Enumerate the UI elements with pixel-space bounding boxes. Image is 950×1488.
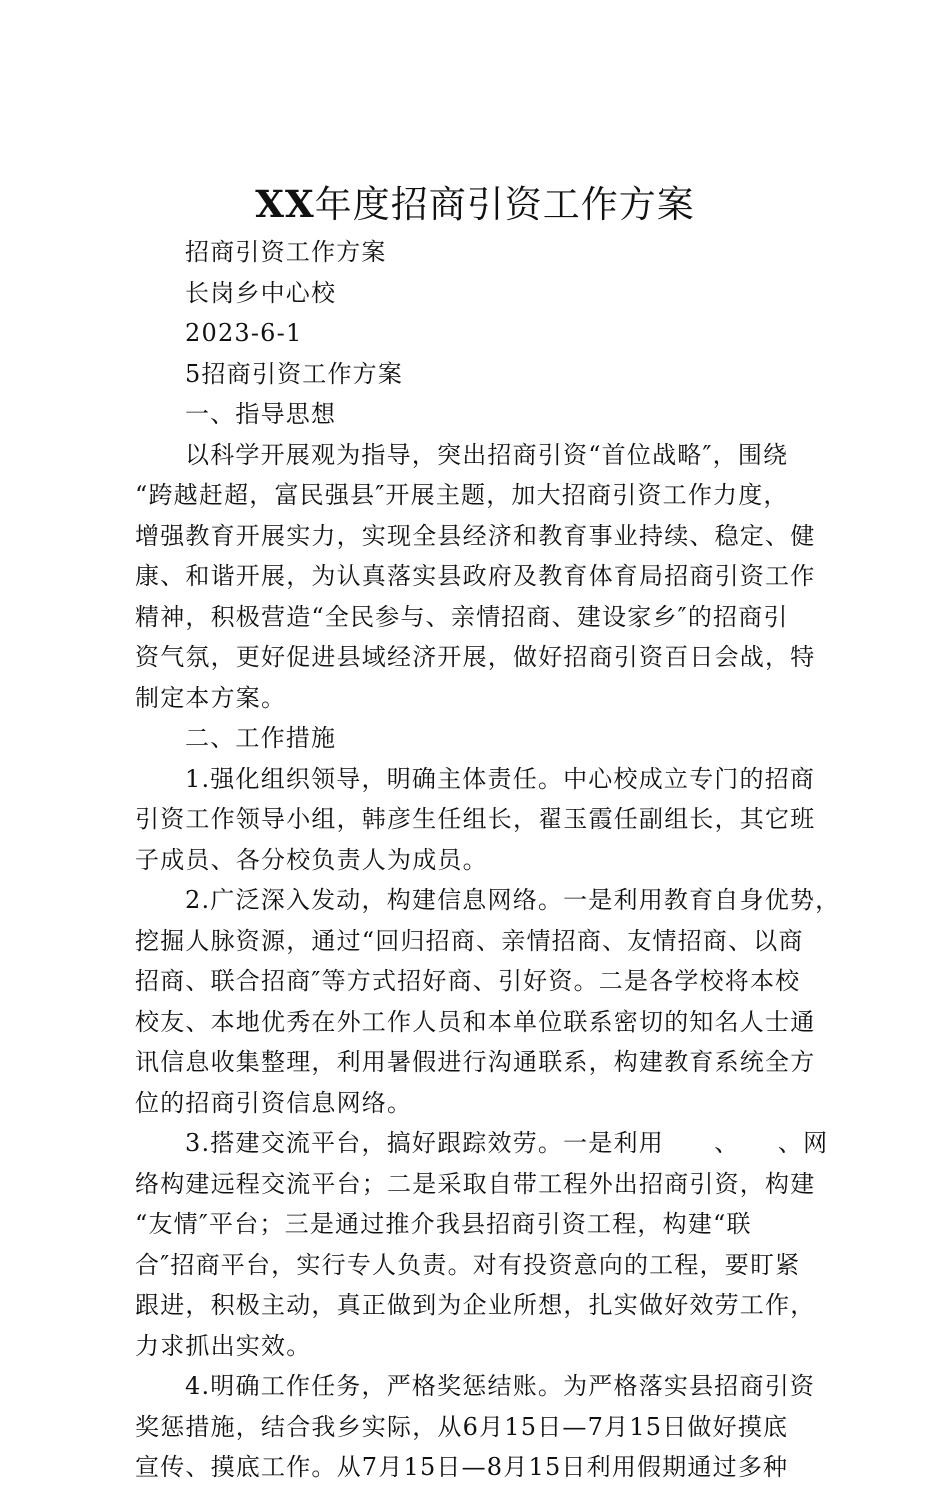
- paragraph-line: 增强教育开展实力，实现全县经济和教育事业持续、稳定、健: [135, 521, 816, 550]
- header-line: 5招商引资工作方案: [185, 359, 404, 388]
- paragraph-line: 康、和谐开展，为认真落实县政府及教育体育局招商引资工作: [135, 562, 816, 590]
- paragraph-line: 制定本方案。: [135, 683, 287, 712]
- paragraph-line: 宣传、摸底工作。从7月15日—8月15日利用假期通过多种: [135, 1453, 789, 1481]
- paragraph-line: 2.广泛深入发动，构建信息网络。一是利用教育自身优势，: [185, 886, 841, 914]
- paragraph-line: 合″招商平台，实行专人负责。对有投资意向的工程，要盯紧: [135, 1250, 801, 1279]
- section-heading: 二、工作措施: [185, 724, 337, 752]
- document-body: [135, 232, 841, 1488]
- section-heading: 一、指导思想: [185, 400, 337, 428]
- paragraph-line: 1.强化组织领导，明确主体责任。中心校成立专门的招商: [185, 764, 816, 793]
- paragraph-line: 招商、联合招商″等方式招好商、引好资。二是各学校将本校: [135, 967, 801, 995]
- title-prefix: XX: [255, 182, 315, 226]
- paragraph-line: 引资工作领导小组，韩彦生任组长，翟玉霞任副组长，其它班: [135, 805, 816, 833]
- header-line: 2023-6-1: [185, 319, 303, 347]
- header-line: 长岗乡中心校: [185, 278, 337, 307]
- paragraph-line: “友情″平台；三是通过推介我县招商引资工程，构建“联: [135, 1210, 752, 1238]
- paragraph-line: 奖惩措施，结合我乡实际，从6月15日—7月15日做好摸底: [135, 1412, 789, 1441]
- paragraph-line: 挖掘人脉资源，通过“回归招商、亲情招商、友情招商、以商: [135, 926, 804, 955]
- paragraph-line: 子成员、各分校负责人为成员。: [135, 845, 488, 874]
- paragraph-line: 络构建远程交流平台；二是采取自带工程外出招商引资，构建: [135, 1169, 816, 1198]
- header-line: 招商引资工作方案: [185, 238, 387, 266]
- paragraph-line: 力求抓出实效。: [135, 1331, 312, 1360]
- paragraph-line: 4.明确工作任务，严格奖惩结账。为严格落实县招商引资: [185, 1372, 816, 1400]
- document-title: [0, 176, 950, 233]
- paragraph-line: “跨越赶超，富民强县″开展主题，加大招商引资工作力度，: [135, 481, 789, 509]
- paragraph-line: 以科学开展观为指导，突出招商引资“首位战略″，围绕: [185, 440, 789, 469]
- paragraph-line: 3.搭建交流平台，搞好跟踪效劳。一是利用 、 、网: [185, 1129, 829, 1157]
- paragraph-line: 讯信息收集整理，利用暑假进行沟通联系，构建教育系统全方: [135, 1048, 816, 1076]
- title-text: 年度招商引资工作方案: [314, 183, 695, 226]
- paragraph-line: 资气氛，更好促进县域经济开展，做好招商引资百日会战，特: [135, 643, 816, 671]
- paragraph-line: 校友、本地优秀在外工作人员和本单位联系密切的知名人士通: [135, 1007, 816, 1036]
- paragraph-line: 位的招商引资信息网络。: [135, 1088, 413, 1117]
- paragraph-line: 跟进，积极主动，真正做到为企业所想，扎实做好效劳工作，: [135, 1291, 816, 1319]
- paragraph-line: 精神，积极营造“全民参与、亲情招商、建设家乡″的招商引: [135, 602, 789, 631]
